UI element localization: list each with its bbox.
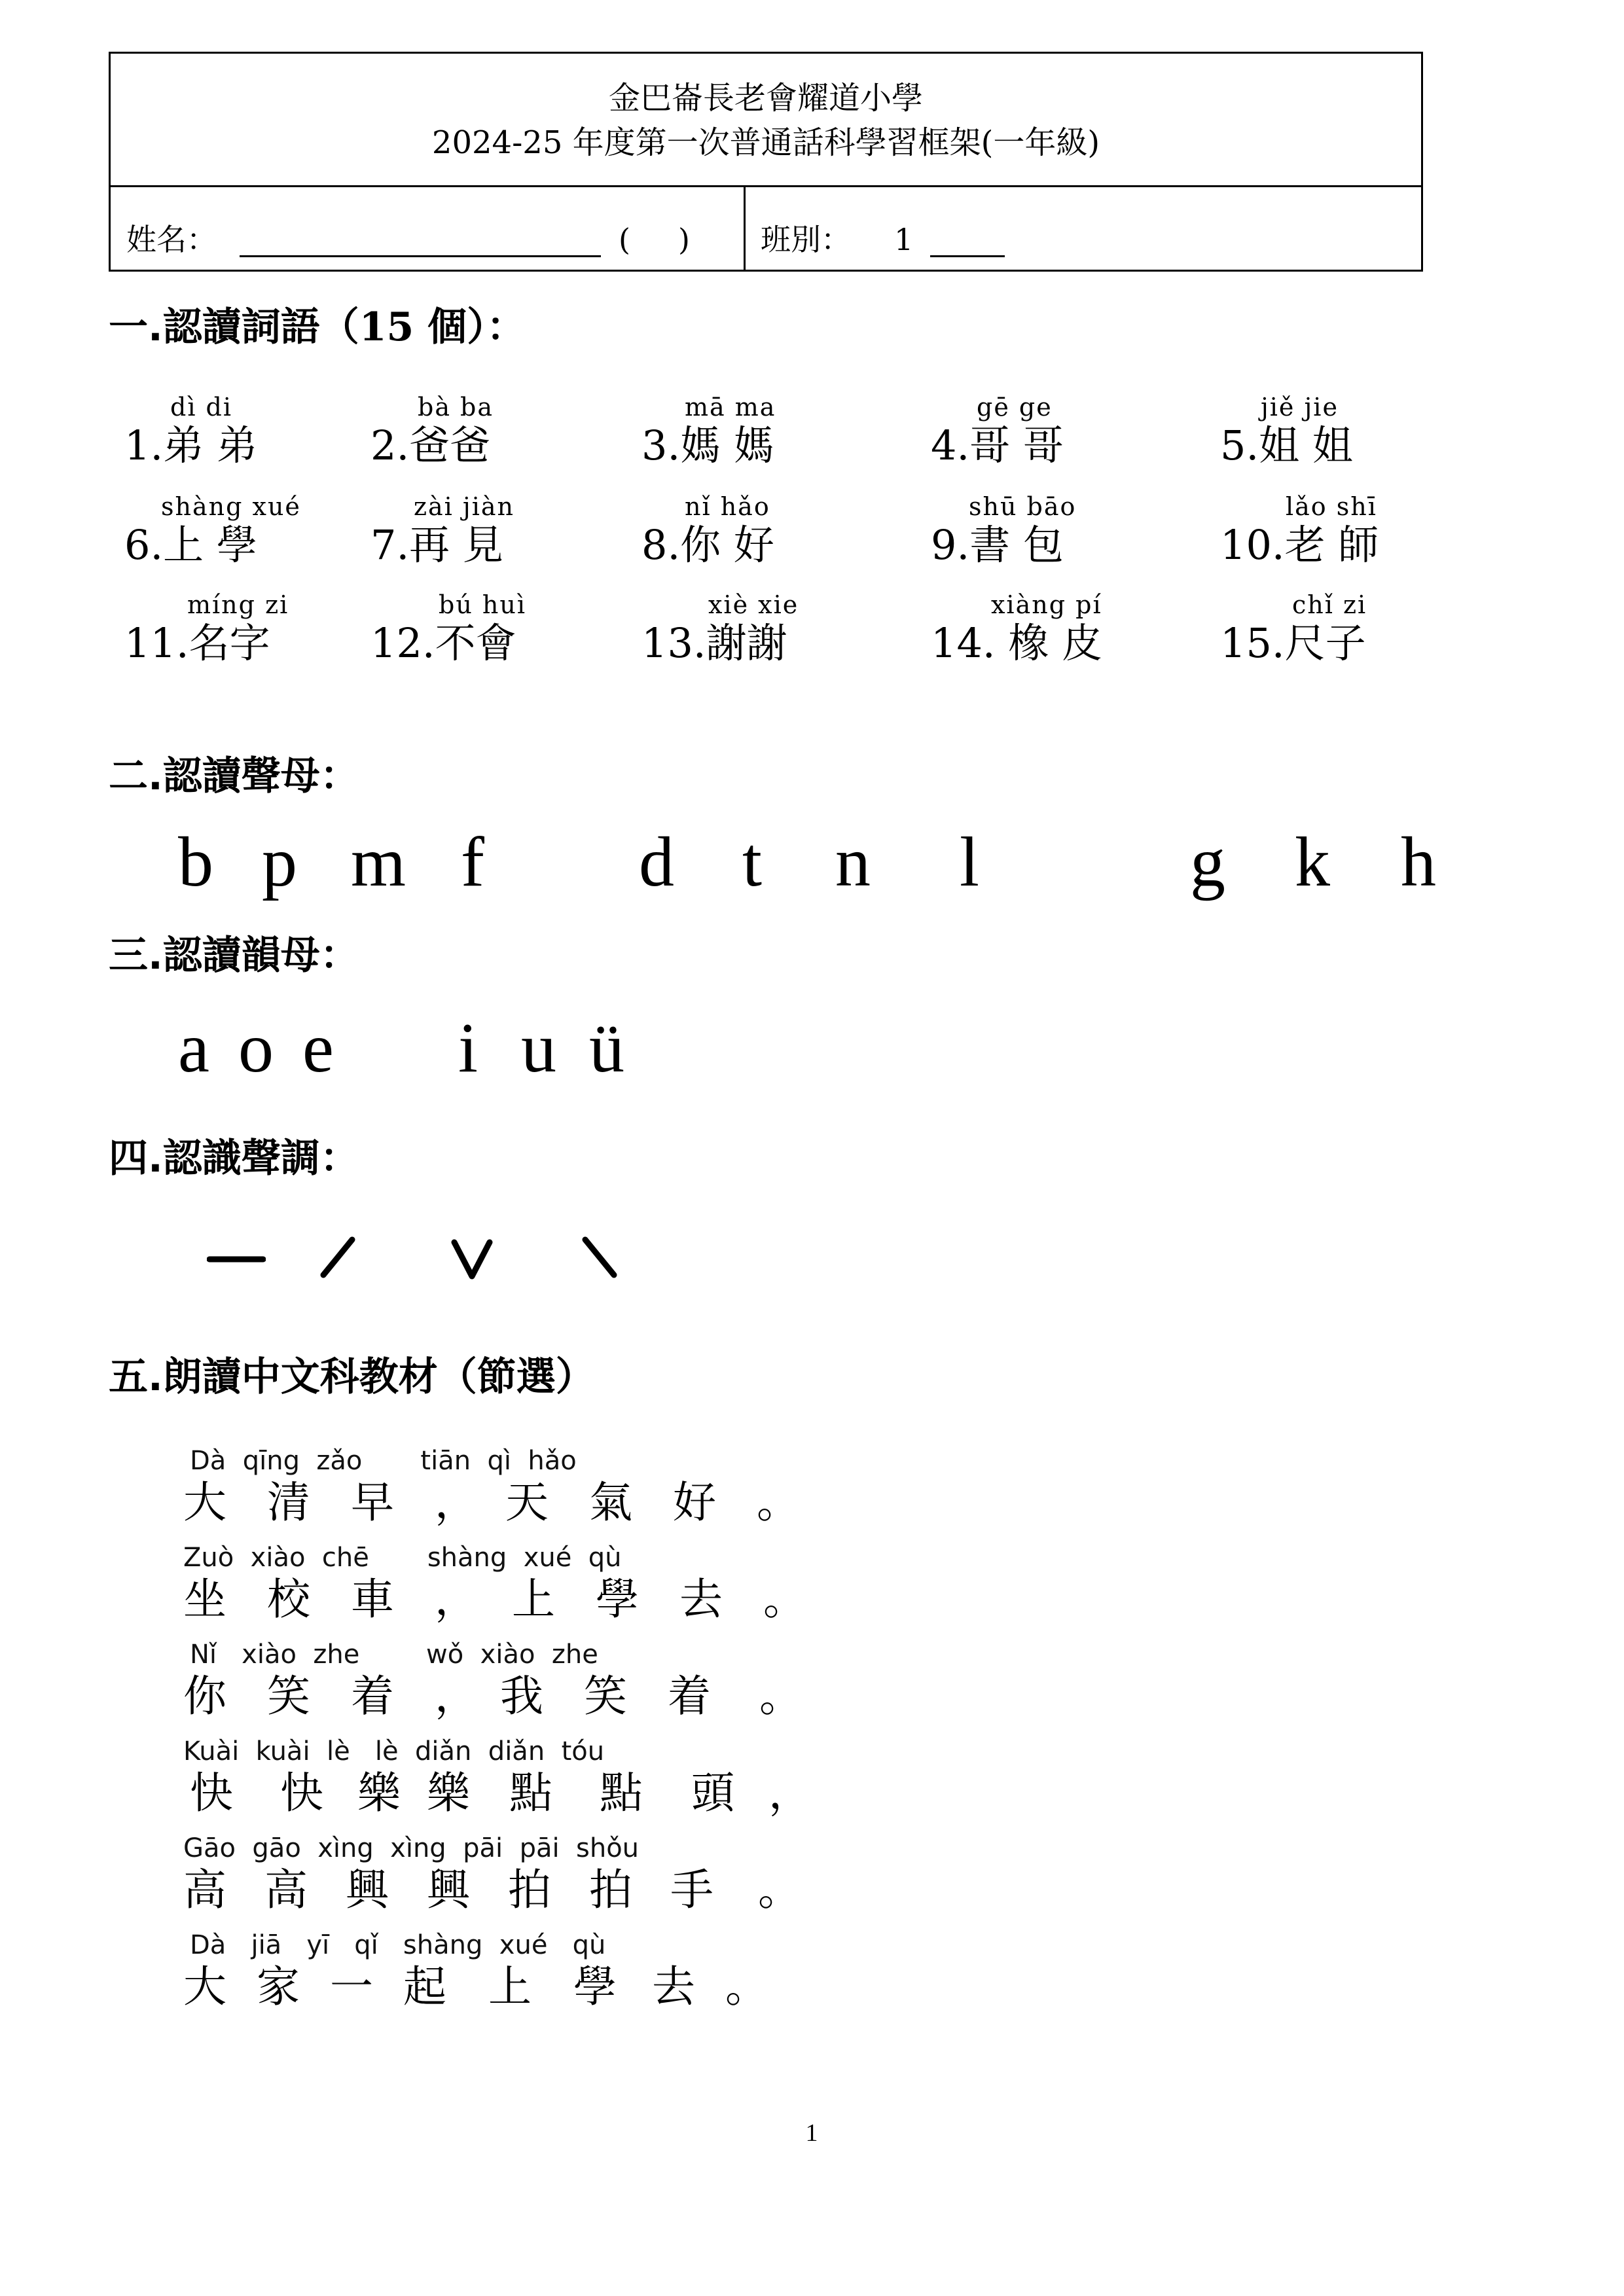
reading-line bbox=[183, 1542, 816, 1626]
initial-letter: b bbox=[178, 823, 213, 901]
reading-char: 興 bbox=[427, 1865, 470, 1915]
vocab-pinyin: zài jiàn bbox=[414, 492, 514, 521]
vocab-item bbox=[1220, 590, 1436, 668]
worksheet-subtitle: 2024-25 年度第一次普通話科學習框架(一年級) bbox=[431, 124, 1100, 161]
page-number: 1 bbox=[805, 2119, 818, 2147]
reading-char: 學 bbox=[573, 1962, 617, 2012]
reading-char: 快 bbox=[190, 1768, 233, 1818]
vocab-item bbox=[370, 492, 586, 569]
vocab-word: 12.不會 bbox=[370, 619, 516, 667]
vocab-item bbox=[641, 492, 857, 569]
vocab-item bbox=[1220, 492, 1436, 569]
reading-char: 着 bbox=[668, 1671, 711, 1721]
school-name: 金巴崙長老會耀道小學 bbox=[608, 80, 923, 117]
reading-char: 一 bbox=[330, 1962, 373, 2012]
reading-chars bbox=[183, 1767, 812, 1820]
header-box bbox=[109, 52, 1423, 272]
reading-char: 上 bbox=[488, 1962, 532, 2012]
vocab-pinyin: bà ba bbox=[418, 393, 494, 422]
reading-char: 上 bbox=[512, 1574, 555, 1624]
reading-char: ， bbox=[435, 1574, 478, 1624]
header-column-divider bbox=[744, 185, 746, 272]
vocab-item bbox=[370, 393, 586, 470]
vocab-word: 6.上 學 bbox=[124, 521, 257, 569]
reading-char: 手 bbox=[670, 1865, 713, 1915]
second-tone-mark bbox=[318, 1234, 357, 1280]
reading-char: 清 bbox=[267, 1477, 310, 1528]
vocab-pinyin: dì di bbox=[170, 393, 233, 422]
reading-line bbox=[183, 1639, 812, 1723]
vocab-pinyin: jiě jie bbox=[1261, 393, 1339, 422]
initial-letter: f bbox=[461, 823, 484, 901]
fourth-tone-mark bbox=[580, 1234, 619, 1280]
vocab-item bbox=[124, 492, 340, 569]
section-number: 五. bbox=[109, 1354, 163, 1400]
reading-char: 坐 bbox=[183, 1574, 226, 1624]
final-letter: i bbox=[458, 1009, 478, 1087]
class-label: 班別： bbox=[761, 222, 851, 257]
initial-letter: p bbox=[262, 823, 297, 901]
section-title: 認識聲調： bbox=[162, 1136, 359, 1181]
reading-char: 。 bbox=[759, 1671, 803, 1721]
reading-char: ， bbox=[768, 1768, 812, 1818]
initial-letter: h bbox=[1401, 823, 1436, 901]
vocab-item bbox=[641, 393, 857, 470]
vocab-word: 2.爸爸 bbox=[370, 422, 491, 469]
vocab-word: 11.名字 bbox=[124, 619, 270, 667]
vocab-pinyin: lǎo shī bbox=[1286, 492, 1377, 521]
reading-char: 早 bbox=[351, 1477, 394, 1528]
section-number: 三. bbox=[109, 933, 163, 978]
initial-letter: m bbox=[351, 823, 406, 901]
vocab-item bbox=[1220, 393, 1436, 470]
vocab-item bbox=[931, 393, 1147, 470]
reading-char: 家 bbox=[257, 1962, 300, 2012]
vocab-word: 15.尺子 bbox=[1220, 619, 1366, 667]
reading-char: 去 bbox=[652, 1962, 695, 2012]
final-letter: e bbox=[302, 1009, 334, 1087]
section-title: 認讀韻母： bbox=[162, 933, 359, 978]
vocab-item bbox=[641, 590, 857, 668]
reading-char: 去 bbox=[679, 1574, 723, 1624]
final-letter: ü bbox=[589, 1009, 624, 1087]
reading-char: 高 bbox=[264, 1865, 308, 1915]
vocab-word: 10.老 師 bbox=[1220, 521, 1379, 569]
reading-pinyin: Zuò xiào chē shàng xué qù bbox=[183, 1543, 622, 1573]
reading-line bbox=[183, 1445, 809, 1529]
vocab-word: 3.媽 媽 bbox=[641, 422, 774, 469]
vocab-item bbox=[931, 492, 1147, 569]
reading-char: 大 bbox=[183, 1962, 226, 2012]
section-title: 朗讀中文科教材（節選） bbox=[162, 1354, 595, 1400]
reading-chars bbox=[183, 1573, 816, 1626]
vocab-pinyin: xiè xie bbox=[708, 590, 799, 619]
reading-pinyin: Dà qīng zǎo tiān qì hǎo bbox=[190, 1446, 577, 1476]
reading-char: 學 bbox=[596, 1574, 639, 1624]
reading-char: 高 bbox=[183, 1865, 226, 1915]
reading-chars bbox=[183, 1864, 810, 1916]
class-value: 1 bbox=[894, 222, 914, 257]
name-blank[interactable] bbox=[240, 255, 601, 257]
vocab-word: 14. 橡 皮 bbox=[931, 619, 1103, 667]
section-title: 認讀聲母： bbox=[162, 753, 359, 799]
vocab-item bbox=[124, 590, 340, 668]
reading-char: 頭 bbox=[691, 1768, 734, 1818]
reading-char: 樂 bbox=[427, 1768, 470, 1818]
final-letter: u bbox=[521, 1009, 556, 1087]
final-letter: a bbox=[178, 1009, 209, 1087]
vocab-word: 8.你 好 bbox=[641, 521, 774, 569]
reading-char: 。 bbox=[757, 1477, 800, 1528]
reading-char: 校 bbox=[267, 1574, 310, 1624]
vocab-word: 13.謝謝 bbox=[641, 619, 787, 667]
reading-char: 笑 bbox=[584, 1671, 627, 1721]
final-letter: o bbox=[238, 1009, 274, 1087]
reading-char: 車 bbox=[351, 1574, 394, 1624]
reading-char: 起 bbox=[403, 1962, 446, 2012]
reading-char: 你 bbox=[183, 1671, 226, 1721]
vocab-word: 4.哥 哥 bbox=[931, 422, 1064, 469]
reading-char: 拍 bbox=[508, 1865, 551, 1915]
reading-char: 。 bbox=[725, 1962, 768, 2012]
vocab-pinyin: shū bāo bbox=[969, 492, 1077, 521]
class-number-parentheses[interactable]: ( ) bbox=[619, 222, 691, 257]
vocab-pinyin: chǐ zi bbox=[1292, 590, 1367, 619]
initial-letter: t bbox=[742, 823, 763, 901]
vocab-pinyin: nǐ hǎo bbox=[685, 492, 770, 521]
vocab-word: 1.弟 弟 bbox=[124, 422, 257, 469]
vocab-item bbox=[370, 590, 586, 668]
reading-char: 點 bbox=[600, 1768, 643, 1818]
vocab-pinyin: shàng xué bbox=[161, 492, 301, 521]
reading-pinyin: Nǐ xiào zhe wǒ xiào zhe bbox=[190, 1640, 598, 1670]
vocab-pinyin: bú huì bbox=[439, 590, 526, 619]
initial-letter: g bbox=[1190, 823, 1225, 901]
reading-line bbox=[183, 1929, 778, 2013]
third-tone-mark bbox=[449, 1237, 495, 1283]
initial-letter: d bbox=[639, 823, 674, 901]
reading-pinyin: Dà jiā yī qǐ shàng xué qù bbox=[190, 1930, 606, 1960]
initial-letter: n bbox=[835, 823, 871, 901]
header-divider bbox=[111, 185, 1421, 187]
vocab-word: 7.再 見 bbox=[370, 521, 503, 569]
name-label: 姓名： bbox=[126, 222, 217, 257]
section-number: 一. bbox=[109, 304, 163, 350]
reading-char: 氣 bbox=[589, 1477, 632, 1528]
reading-char: 着 bbox=[351, 1671, 394, 1721]
reading-pinyin: Gāo gāo xìng xìng pāi pāi shǒu bbox=[183, 1833, 640, 1863]
reading-line bbox=[183, 1833, 810, 1916]
reading-char: 好 bbox=[673, 1477, 716, 1528]
section-title: 認讀詞語（15 個）： bbox=[162, 304, 526, 350]
initial-letter: l bbox=[960, 823, 980, 901]
reading-char: 。 bbox=[758, 1865, 801, 1915]
section-tones-heading bbox=[109, 1134, 359, 1183]
section-reading-heading bbox=[109, 1352, 595, 1402]
vocab-pinyin: míng zi bbox=[187, 590, 289, 619]
vocab-item bbox=[124, 393, 340, 470]
reading-char: 。 bbox=[763, 1574, 806, 1624]
reading-line bbox=[183, 1736, 812, 1820]
reading-char: 笑 bbox=[267, 1671, 310, 1721]
section-vocab-heading bbox=[109, 302, 526, 352]
reading-char: 快 bbox=[280, 1768, 323, 1818]
first-tone-mark bbox=[207, 1246, 266, 1272]
vocab-pinyin: xiàng pí bbox=[991, 590, 1102, 619]
reading-chars bbox=[183, 1961, 778, 2013]
vocab-pinyin: gē ge bbox=[977, 393, 1053, 422]
vocab-word: 9.書 包 bbox=[931, 521, 1064, 569]
reading-char: 興 bbox=[346, 1865, 389, 1915]
section-initials-heading bbox=[109, 751, 359, 801]
reading-char: 點 bbox=[509, 1768, 552, 1818]
vocab-item bbox=[931, 590, 1147, 668]
vocab-pinyin: mā ma bbox=[685, 393, 776, 422]
section-number: 四. bbox=[109, 1136, 163, 1181]
vocab-word: 5.姐 姐 bbox=[1220, 422, 1353, 469]
reading-char: 大 bbox=[183, 1477, 226, 1528]
reading-char: 我 bbox=[500, 1671, 543, 1721]
reading-char: 拍 bbox=[589, 1865, 632, 1915]
section-finals-heading bbox=[109, 931, 359, 980]
reading-char: ， bbox=[435, 1477, 478, 1528]
reading-chars bbox=[183, 1477, 809, 1529]
initial-letter: k bbox=[1295, 823, 1330, 901]
reading-char: 天 bbox=[505, 1477, 549, 1528]
class-blank[interactable] bbox=[930, 255, 1005, 257]
reading-char: ， bbox=[435, 1671, 478, 1721]
reading-chars bbox=[183, 1670, 812, 1723]
reading-char: 樂 bbox=[357, 1768, 401, 1818]
section-number: 二. bbox=[109, 753, 163, 799]
reading-pinyin: Kuài kuài lè lè diǎn diǎn tóu bbox=[183, 1736, 605, 1767]
